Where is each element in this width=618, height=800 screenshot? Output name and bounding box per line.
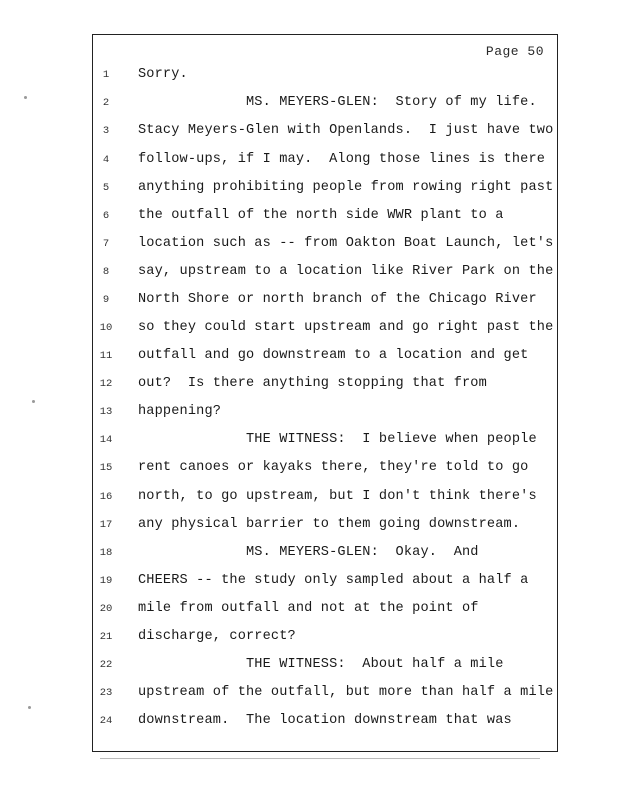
line-text: MS. MEYERS-GLEN: Okay. And xyxy=(246,545,479,560)
line-text: discharge, correct? xyxy=(138,629,296,644)
line-text: anything prohibiting people from rowing right past xyxy=(138,180,554,195)
scan-speck xyxy=(24,96,27,99)
transcript-line xyxy=(0,458,618,478)
line-text: mile from outfall and not at the point of xyxy=(138,601,479,616)
line-number: 20 xyxy=(99,603,113,615)
transcript-line xyxy=(0,178,618,198)
line-number: 12 xyxy=(99,378,113,390)
transcript-line xyxy=(0,655,618,675)
line-number: 22 xyxy=(99,659,113,671)
line-number: 9 xyxy=(102,294,110,306)
transcript-line xyxy=(0,150,618,170)
line-number: 16 xyxy=(99,491,113,503)
transcript-line xyxy=(0,627,618,647)
line-text: north, to go upstream, but I don't think there's xyxy=(138,489,537,504)
line-number: 1 xyxy=(102,69,110,81)
line-number: 24 xyxy=(99,715,113,727)
transcript-line xyxy=(0,318,618,338)
line-text: so they could start upstream and go right past the xyxy=(138,320,554,335)
transcript-line xyxy=(0,121,618,141)
transcript-line xyxy=(0,711,618,731)
line-text: out? Is there anything stopping that from xyxy=(138,376,487,391)
line-number: 17 xyxy=(99,519,113,531)
transcript-line xyxy=(0,290,618,310)
line-text: THE WITNESS: About half a mile xyxy=(246,657,504,672)
line-number: 5 xyxy=(102,182,110,194)
line-number: 15 xyxy=(99,462,113,474)
line-text: follow-ups, if I may. Along those lines is there xyxy=(138,152,546,167)
line-number: 13 xyxy=(99,406,113,418)
line-text: happening? xyxy=(138,404,222,419)
line-number: 18 xyxy=(99,547,113,559)
line-text: outfall and go downstream to a location and get xyxy=(138,348,529,363)
transcript-line xyxy=(0,683,618,703)
line-number: 7 xyxy=(102,238,110,250)
transcript-line xyxy=(0,430,618,450)
transcript-line xyxy=(0,543,618,563)
transcript-line xyxy=(0,93,618,113)
line-text: say, upstream to a location like River Park on the xyxy=(138,264,554,279)
scan-speck xyxy=(32,400,35,403)
line-text: Sorry. xyxy=(138,67,188,82)
scan-speck xyxy=(28,706,31,709)
transcript-line xyxy=(0,487,618,507)
transcript-line xyxy=(0,374,618,394)
transcript-line xyxy=(0,515,618,535)
bottom-rule xyxy=(100,758,540,759)
line-text: upstream of the outfall, but more than half a mile xyxy=(138,685,554,700)
line-number: 3 xyxy=(102,125,110,137)
line-number: 21 xyxy=(99,631,113,643)
line-number: 8 xyxy=(102,266,110,278)
line-number: 19 xyxy=(99,575,113,587)
line-number: 23 xyxy=(99,687,113,699)
line-text: MS. MEYERS-GLEN: Story of my life. xyxy=(246,95,537,110)
line-number: 11 xyxy=(99,350,113,362)
line-text: THE WITNESS: I believe when people xyxy=(246,432,537,447)
line-number: 14 xyxy=(99,434,113,446)
line-text: location such as -- from Oakton Boat Launch, let's xyxy=(138,236,554,251)
transcript-line xyxy=(0,262,618,282)
transcript-line xyxy=(0,206,618,226)
page-number: Page 50 xyxy=(485,44,544,59)
line-text: Stacy Meyers-Glen with Openlands. I just have two xyxy=(138,123,554,138)
transcript-line xyxy=(0,346,618,366)
line-text: the outfall of the north side WWR plant to a xyxy=(138,208,504,223)
line-number: 2 xyxy=(102,97,110,109)
transcript-line xyxy=(0,402,618,422)
line-text: any physical barrier to them going downstream. xyxy=(138,517,521,532)
transcript-line xyxy=(0,65,618,85)
line-number: 6 xyxy=(102,210,110,222)
line-number: 4 xyxy=(102,154,110,166)
line-text: CHEERS -- the study only sampled about a half a xyxy=(138,573,529,588)
line-text: North Shore or north branch of the Chicago River xyxy=(138,292,537,307)
transcript-line xyxy=(0,234,618,254)
transcript-line xyxy=(0,571,618,591)
line-text: downstream. The location downstream that was xyxy=(138,713,512,728)
line-number: 10 xyxy=(99,322,113,334)
transcript-line xyxy=(0,599,618,619)
line-text: rent canoes or kayaks there, they're told to go xyxy=(138,460,529,475)
